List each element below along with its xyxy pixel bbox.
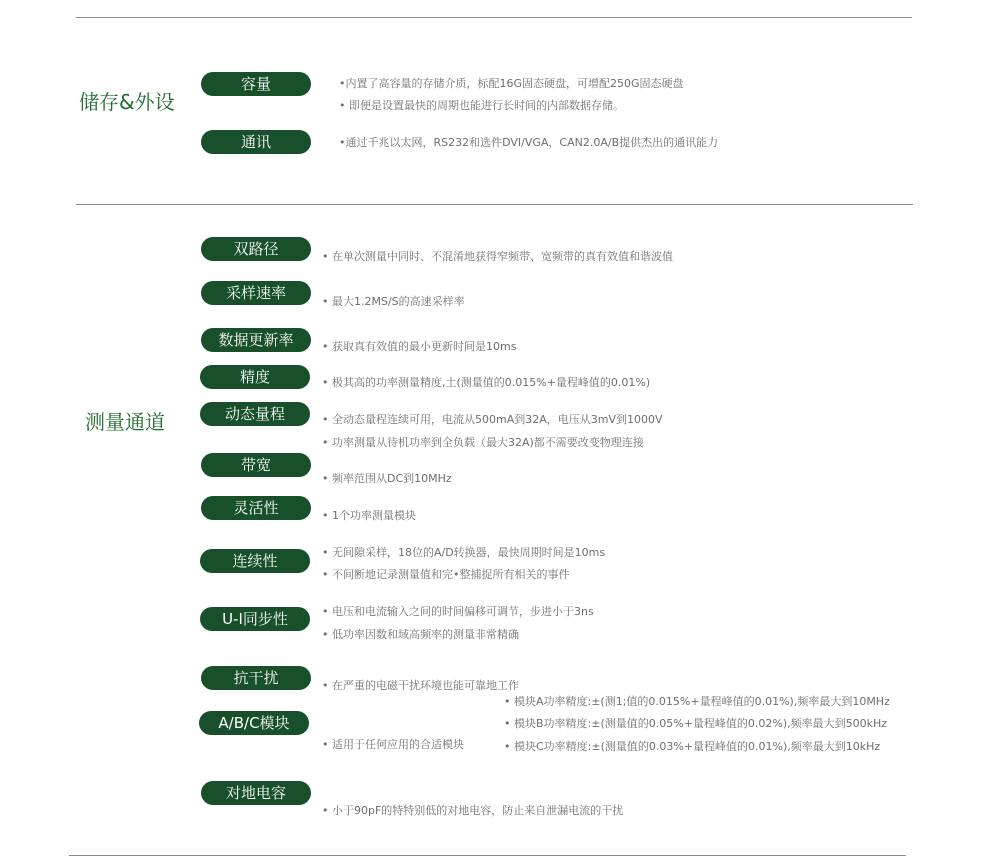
tag-update-rate: 数据更新率 — [201, 328, 311, 352]
bottom-divider — [69, 855, 906, 856]
bandwidth-desc: • 频率范围从DC到10MHz — [322, 472, 452, 485]
tag-ui-sync: U-I同步性 — [200, 607, 310, 631]
measure-section-title: 测量通道 — [85, 410, 165, 434]
ui-sync-desc-2: • 低功率因数和域高频率的测量非常精确 — [322, 628, 519, 641]
tag-flexibility: 灵活性 — [201, 496, 311, 520]
dynamic-range-desc-2: • 功率测量从待机功率到全负载（最大32A)都不需要改变物理连接 — [322, 436, 644, 449]
section-divider — [76, 204, 913, 205]
communication-desc: •通过千兆以太网，RS232和选件DVI/VGA，CAN2.0A/B提供杰出的通讯能力 — [339, 136, 719, 149]
ground-capacitance-desc: • 小于90pF的特特别低的对地电容，防止来自泄漏电流的干扰 — [322, 804, 624, 817]
tag-ground-capacitance: 对地电容 — [201, 781, 311, 805]
tag-accuracy: 精度 — [200, 365, 310, 389]
sampling-rate-desc: • 最大1.2MS/S的高速采样率 — [322, 295, 465, 308]
module-b-spec: • 模块B功率精度:±(测量值的0.05%+量程峰值的0.02%),频率最大到500kHz — [504, 717, 888, 730]
tag-communication: 通讯 — [201, 130, 311, 154]
dual-path-desc: • 在单次测量中同时、不混淆地获得窄频带、宽频带的真有效值和谐波值 — [322, 250, 673, 263]
top-divider — [76, 17, 912, 18]
continuity-desc-2: • 不间断地记录测量值和完•整捕捉所有相关的事件 — [322, 568, 570, 581]
tag-continuity: 连续性 — [200, 549, 310, 573]
module-c-spec: • 模块C功率精度:±(测量值的0.03%+量程峰值的0.01%),频率最大到10kHz — [504, 740, 881, 753]
capacity-desc-2: • 即便是设置最快的周期也能进行长时间的内部数据存储。 — [339, 99, 624, 112]
tag-dual-path: 双路径 — [201, 237, 311, 261]
accuracy-desc: • 极其高的功率测量精度,土(测量值的0.015%+量程峰值的0.01%) — [322, 376, 651, 389]
continuity-desc-1: • 无间隙采样，18位的A/D转换器，最快周期时间是10ms — [322, 546, 606, 559]
tag-dynamic-range: 动态量程 — [200, 402, 310, 426]
abc-module-desc: • 适用于任何应用的合适模块 — [322, 738, 464, 751]
flexibility-desc: • 1个功率测量模块 — [322, 509, 416, 522]
dynamic-range-desc-1: • 全动态量程连续可用，电流从500mA到32A，电压从3mV到1000V — [322, 413, 663, 426]
tag-anti-interference: 抗干扰 — [201, 666, 311, 690]
module-a-spec: • 模块A功率精度:±(测1;值的0.015%+量程峰值的0.01%),频率最大到10MHz — [504, 695, 890, 708]
anti-interference-desc: • 在严重的电磁干扰环境也能可靠地工作 — [322, 679, 519, 692]
tag-capacity: 容量 — [201, 72, 311, 96]
tag-sampling-rate: 采样速率 — [201, 281, 311, 305]
storage-section-title: 储存&外设 — [79, 90, 175, 114]
ui-sync-desc-1: • 电压和电流输入之间的时间偏移可调节，步进小于3ns — [322, 605, 594, 618]
capacity-desc-1: •内置了高容量的存储介质，标配16G固态硬盘，可增配250G固态硬盘 — [339, 77, 684, 90]
tag-bandwidth: 带宽 — [201, 453, 311, 477]
tag-abc-module: A/B/C模块 — [199, 711, 309, 735]
update-rate-desc: • 获取真有效值的最小更新时间是10ms — [322, 340, 517, 353]
